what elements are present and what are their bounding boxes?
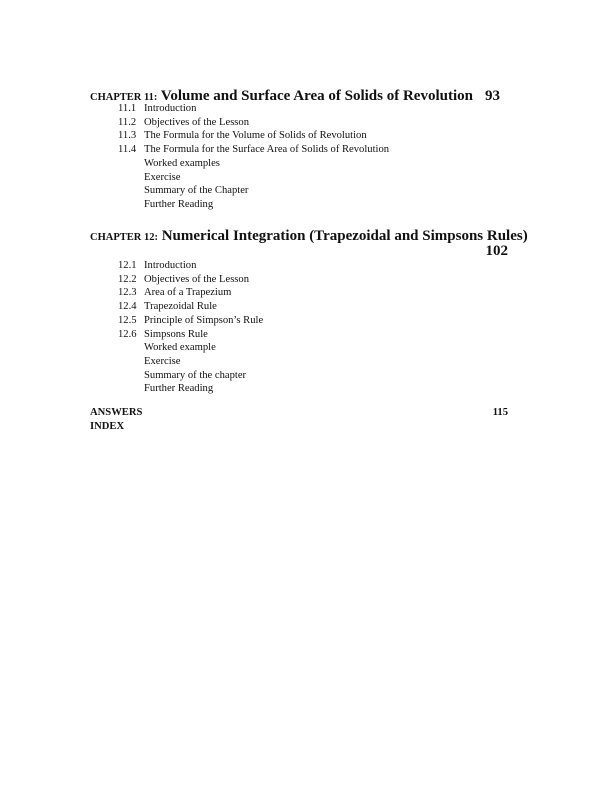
section-number: 12.6 bbox=[118, 328, 137, 340]
toc-extra: Exercise bbox=[144, 355, 181, 367]
section-number: 12.5 bbox=[118, 314, 137, 326]
section-number: 11.1 bbox=[118, 103, 137, 114]
toc-extra: Worked example bbox=[144, 342, 216, 354]
section-title: Area of a Trapezium bbox=[144, 287, 232, 299]
toc-entry bbox=[118, 314, 263, 328]
section-title: The Formula for the Surface Area of Solids of Revolution bbox=[144, 144, 390, 156]
toc-entry bbox=[118, 286, 263, 300]
section-number: 11.4 bbox=[118, 144, 137, 156]
section-title: Objectives of the Lesson bbox=[144, 116, 250, 128]
answers-label: ANSWERS bbox=[90, 407, 143, 418]
toc-entry bbox=[118, 273, 263, 287]
section-number: 12.3 bbox=[118, 287, 137, 299]
chapter-12-entries bbox=[118, 259, 263, 396]
chapter-title: Numerical Integration (Trapezoidal and Simpsons Rules) bbox=[161, 228, 528, 244]
toc-entry bbox=[118, 300, 263, 314]
toc-extra: Further Reading bbox=[144, 198, 214, 210]
section-title: Introduction bbox=[144, 260, 197, 271]
toc-extra: Summary of the chapter bbox=[144, 369, 247, 381]
chapter-12-heading bbox=[90, 228, 528, 246]
toc-entry bbox=[118, 143, 389, 157]
section-number: 11.3 bbox=[118, 130, 137, 142]
chapter-11-entries bbox=[118, 102, 389, 212]
section-number: 12.2 bbox=[118, 273, 137, 285]
toc-entry bbox=[118, 116, 389, 130]
section-title: Principle of Simpson’s Rule bbox=[144, 314, 264, 326]
section-number: 12.1 bbox=[118, 260, 137, 271]
toc-entry bbox=[118, 102, 389, 116]
index-label: INDEX bbox=[90, 421, 125, 432]
chapter-title: Volume and Surface Area of Solids of Revolution bbox=[160, 88, 473, 104]
chapter-12-page: 102 bbox=[485, 243, 508, 259]
chapter-label: CHAPTER 12: bbox=[90, 232, 158, 243]
section-title: Objectives of the Lesson bbox=[144, 273, 250, 285]
section-title: Simpsons Rule bbox=[144, 328, 208, 340]
section-title: Trapezoidal Rule bbox=[144, 301, 217, 313]
chapter-11-page: 93 bbox=[485, 88, 500, 104]
toc-extra: Worked examples bbox=[144, 157, 220, 169]
section-title: The Formula for the Volume of Solids of Revolution bbox=[144, 130, 367, 142]
section-number: 11.2 bbox=[118, 116, 137, 128]
toc-entry bbox=[118, 328, 263, 342]
toc-extra: Further Reading bbox=[144, 383, 214, 395]
answers-page: 115 bbox=[492, 407, 508, 418]
toc-extra: Exercise bbox=[144, 171, 181, 183]
toc-entry bbox=[118, 129, 389, 143]
chapter-label: CHAPTER 11: bbox=[90, 92, 158, 103]
toc-extra: Summary of the Chapter bbox=[144, 185, 249, 197]
section-number: 12.4 bbox=[118, 301, 137, 313]
section-title: Introduction bbox=[144, 103, 197, 114]
toc-entry bbox=[118, 259, 263, 273]
